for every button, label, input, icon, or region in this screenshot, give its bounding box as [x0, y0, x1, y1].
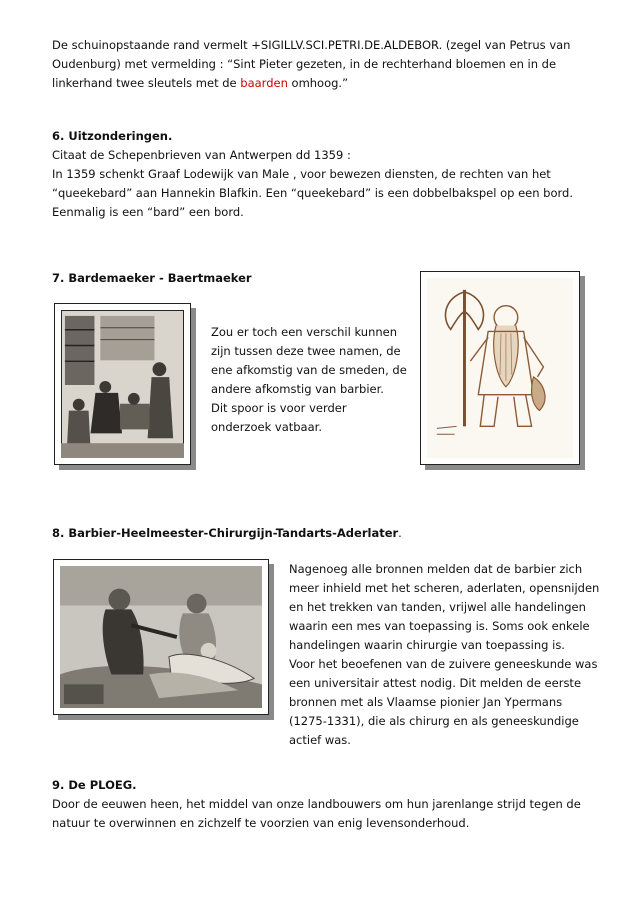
section-9-line: natuur te overwinnen en zichzelf te voorzien van enig levensonderhoud. [52, 816, 470, 830]
highlight-word-baarden: baarden [240, 76, 288, 90]
barber-shop-engraving-art [61, 310, 184, 458]
section-8-line: en het trekken van tanden, vrijwel alle handelingen [289, 600, 586, 614]
section-8-line: waarin een mes van toepassing is. Soms ook enkele [289, 619, 590, 633]
section-6-heading: 6. Uitzonderingen. [52, 129, 173, 143]
section-7-line: zijn tussen deze twee namen, de [211, 344, 401, 358]
section-8-line: Nagenoeg alle bronnen melden dat de barbier zich [289, 562, 583, 576]
section-8-heading [52, 524, 402, 543]
section-6-line: “queekebard” aan Hannekin Blafkin. Een “queekebard” is een dobbelbakspel op een bord. [52, 186, 573, 200]
section-8-heading-suffix: . [398, 526, 402, 540]
intro-line-3-post: omhoog.” [287, 76, 349, 90]
section-7-line: Zou er toch een verschil kunnen [211, 325, 398, 339]
section-7-heading: 7. Bardemaeker - Baertmaeker [52, 271, 252, 285]
section-7-line: onderzoek vatbaar. [211, 420, 322, 434]
bloodletting-engraving [53, 559, 269, 715]
section-8-heading-text: 8. Barbier-Heelmeester-Chirurgijn-Tandarts-Aderlater [52, 526, 399, 540]
bloodletting-engraving-art [60, 566, 262, 708]
section-8-line: Voor het beoefenen van de zuivere geneeskunde was [289, 657, 598, 671]
section-8-line: (1275-1331), die als chirurg en als geneeskundige [289, 714, 579, 728]
dwarf-with-axe-sketch-art [427, 278, 573, 458]
section-8-line: meer inhield met het scheren, aderlaten, opensnijden [289, 581, 600, 595]
section-6-line: Citaat de Schepenbrieven van Antwerpen dd 1359 : [52, 148, 351, 162]
section-7-line: ene afkomstig van de smeden, de [211, 363, 407, 377]
intro-line-3 [52, 74, 348, 93]
section-6-line: Eenmalig is een “bard” een bord. [52, 205, 244, 219]
intro-line-2: Oudenburg) met vermelding : “Sint Pieter gezeten, in de rechterhand bloemen en in de [52, 57, 557, 71]
section-6-line: In 1359 schenkt Graaf Lodewijk van Male , voor bewezen diensten, de rechten van het [52, 167, 551, 181]
section-8-line: bronnen met als Vlaamse pionier Jan Ypermans [289, 695, 563, 709]
section-7-line: andere afkomstig van barbier. [211, 382, 384, 396]
section-8-line: actief was. [289, 733, 351, 747]
barber-shop-engraving [54, 303, 191, 465]
dwarf-with-axe-sketch [420, 271, 580, 465]
section-9-heading: 9. De PLOEG. [52, 778, 137, 792]
section-8-line: handelingen waarin chirurgie van toepassing is. [289, 638, 565, 652]
section-7-line: Dit spoor is voor verder [211, 401, 347, 415]
intro-line-3-pre: linkerhand twee sleutels met de [52, 76, 241, 90]
section-8-line: een universitair attest nodig. Dit melden de eerste [289, 676, 582, 690]
section-9-line: Door de eeuwen heen, het middel van onze landbouwers om hun jarenlange strijd tegen de [52, 797, 581, 811]
intro-line-1: De schuinopstaande rand vermelt +SIGILLV.SCI.PETRI.DE.ALDEBOR. (zegel van Petrus van [52, 38, 571, 52]
